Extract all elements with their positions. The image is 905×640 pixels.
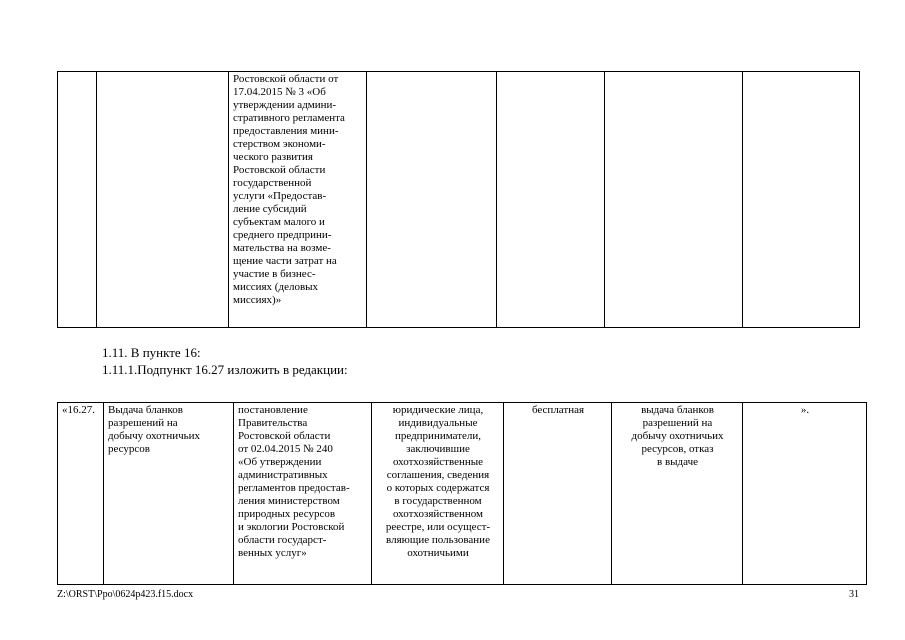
closing-cell (743, 403, 867, 585)
amendment-paragraph: 1.11. В пункте 16: (102, 345, 201, 360)
result-text: выдача бланков разрешений на добычу охотничьих ресурсов, отказ в выдаче (631, 404, 724, 468)
regulation-text: Ростовской области от 17.04.2015 № 3 «Об утверждении админи- стративного регламента предоставления мини- стерством экономи- ческого развития Ростовской области государственной услуги «Предостав- ление субсидий субъектам малого и среднего предприни- мательства на возме- щение части затрат на участие в бизнес- миссиях (деловых миссиях)» (233, 73, 345, 306)
regulation-cell (229, 72, 367, 328)
applicants-text: юридические лица, индивидуальные предприниматели, заключившие охотхозяйственные соглашения, сведения о которых содержатся в государственном охотхозяйственном реестре, или осущест- вляющие пользование охотничьими (385, 404, 491, 559)
fee-text: бесплатная (531, 404, 585, 416)
empty-cell (743, 72, 860, 328)
page-number: 31 (849, 589, 859, 600)
closing-mark: ». (800, 404, 810, 416)
amendment-subparagraph: 1.11.1.Подпункт 16.27 изложить в редакции: (102, 362, 348, 377)
footer-file-path: Z:\ORST\Ppo\0624p423.f15.docx (57, 589, 194, 600)
previous-entry-table (57, 71, 860, 328)
regulation-cell (234, 403, 372, 585)
regulation-text: постановление Правительства Ростовской области от 02.04.2015 № 240 «Об утверждении административных регламентов предостав- ления министерством природных ресурсов и экологии Ростовской области государст- венных услуг» (238, 404, 350, 559)
applicants-cell (372, 403, 504, 585)
item-number-cell (58, 403, 104, 585)
item-number: «16.27. (62, 404, 95, 416)
empty-cell (497, 72, 605, 328)
empty-cell (367, 72, 497, 328)
empty-cell (97, 72, 229, 328)
empty-cell (605, 72, 743, 328)
service-name-cell (104, 403, 234, 585)
fee-cell (504, 403, 612, 585)
new-entry-table (57, 402, 867, 585)
result-cell (612, 403, 743, 585)
empty-cell (58, 72, 97, 328)
service-name: Выдача бланков разрешений на добычу охотничьих ресурсов (108, 404, 201, 455)
